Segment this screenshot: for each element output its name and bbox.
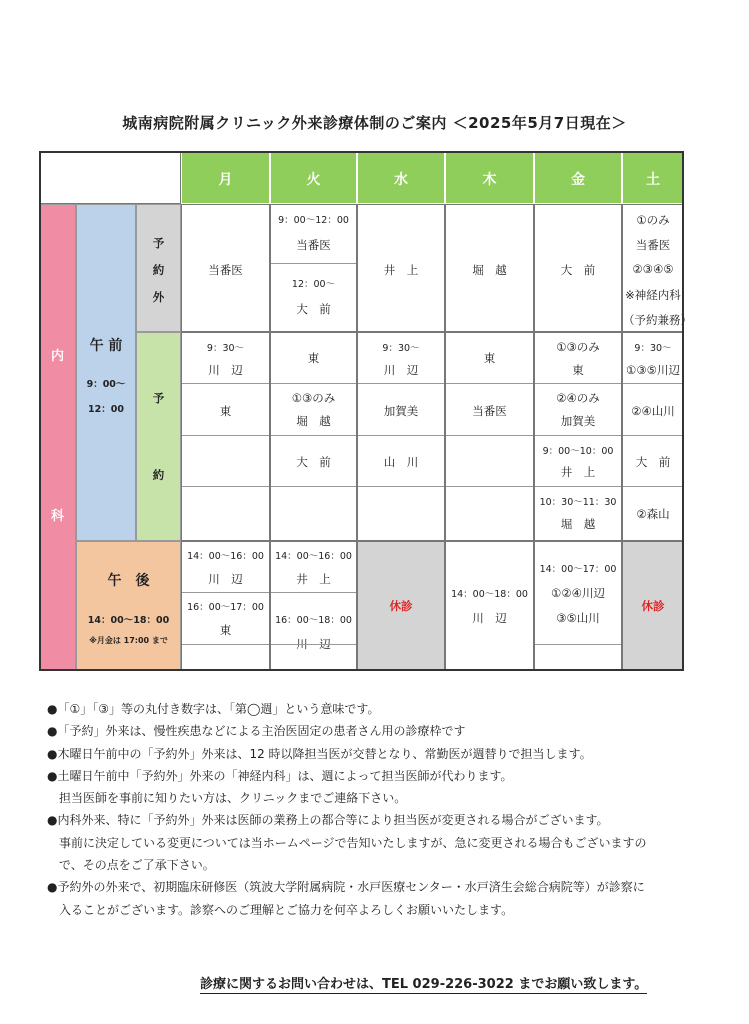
yoyaku-cell-thu (445, 332, 534, 541)
day-header-wed (357, 151, 445, 204)
gogo-cell-mon (181, 541, 270, 671)
yoyakugai-cell-wed (357, 204, 445, 332)
row-divider (358, 486, 444, 487)
doctor-name: 当番医 (208, 263, 243, 277)
yoyaku-cell-sat (622, 332, 684, 541)
note-line: ●予約外の外来で、初期臨床研修医（筑波大学附属病院・水戸医療センター・水戸済生会総合病院等）が診察に (47, 880, 645, 895)
closed-label: 休診 (641, 599, 665, 613)
gozen-title: 午 前 (89, 338, 123, 354)
day-label: 金 (571, 172, 585, 188)
row-divider (446, 383, 533, 384)
yoyakugai-char: 外 (152, 290, 165, 304)
row-divider (271, 263, 356, 264)
doctor-name: 堀 越 (472, 263, 507, 277)
row-divider (623, 486, 683, 487)
week-note: ①③のみ (556, 340, 600, 354)
saturday-line: ※神経内科 (625, 288, 681, 302)
doctor-name: 堀 越 (560, 517, 596, 531)
row-divider (623, 435, 683, 436)
doctor-name: 東 (483, 351, 496, 365)
page-title: 城南病院附属クリニック外来診療体制のご案内 ＜2025年5月7日現在＞ (122, 114, 627, 132)
header-corner (39, 151, 181, 204)
row-divider (535, 486, 621, 487)
doctor-name: 東 (219, 623, 232, 637)
time-range: 9：00～12：00 (278, 215, 349, 226)
yoyaku-cell-wed (357, 332, 445, 541)
gogo-time: 14：00～18：00 (87, 615, 170, 626)
doctor-name: 川 辺 (472, 611, 507, 625)
time-range: 16：00～17：00 (187, 602, 264, 613)
day-label: 土 (646, 172, 660, 188)
gogo-cell-thu (445, 541, 534, 671)
yoyakugai-char: 予 (152, 236, 165, 250)
gogo-cell-wed (357, 541, 445, 671)
time-range: 12：00～ (291, 279, 336, 290)
doctor-name: 井 上 (296, 572, 331, 586)
day-header-sat (622, 151, 684, 204)
doctor-name: 当番医 (296, 238, 331, 252)
yoyaku-cell-fri (534, 332, 622, 541)
doctor-name: ②④山川 (631, 404, 675, 418)
doctor-name: 加賀美 (383, 404, 419, 418)
doctor-name: ②森山 (636, 507, 670, 521)
time-range: 9：30～ (382, 343, 420, 354)
gogo-title: 午 後 (107, 573, 150, 589)
doctor-name: ③⑤山川 (556, 611, 600, 625)
note-line: ●「予約」外来は、慢性疾患などによる主治医固定の患者さん用の診療枠です (47, 724, 466, 739)
saturday-line: 当番医 (635, 238, 671, 252)
yoyakugai-cell-thu (445, 204, 534, 332)
note-line: 事前に決定している変更については当ホームページで告知いたしますが、急に変更される場合もございますの (47, 835, 647, 850)
note-line: 入ることがございます。診察へのご理解とご協力を何卒よろしくお願いいたします。 (47, 902, 514, 917)
yoyakugai-char: 約 (152, 263, 165, 277)
gozen-label (76, 204, 136, 541)
row-divider (535, 644, 621, 645)
gogo-note: ※月金は 17:00 まで (89, 636, 168, 645)
naika-char: 科 (50, 509, 64, 524)
gogo-cell-sat (622, 541, 684, 671)
note-line: ●「①」「③」等の丸付き数字は、「第◯週」という意味です。 (47, 702, 380, 716)
doctor-name: 川 辺 (208, 363, 243, 377)
row-divider (182, 644, 269, 645)
doctor-name: 大 前 (560, 263, 596, 277)
time-range: 14：00～17：00 (539, 564, 617, 575)
time-range: 9：00～10：00 (542, 446, 614, 457)
closed-label: 休診 (389, 599, 413, 613)
doctor-name: 大 前 (296, 455, 331, 469)
time-range: 14：00～18：00 (451, 589, 528, 600)
contact-line: 診療に関するお問い合わせは、TEL 029-226-3022 までお願い致します。 (200, 973, 647, 994)
gozen-time: 12：00 (88, 404, 124, 415)
doctor-name: 東 (307, 351, 320, 365)
row-divider (182, 435, 269, 436)
row-divider (271, 644, 356, 645)
gogo-cell-fri (534, 541, 622, 671)
doctor-name: 川 辺 (383, 363, 419, 377)
row-divider (271, 486, 356, 487)
doctor-name: 大 前 (635, 455, 671, 469)
day-header-thu (445, 151, 534, 204)
row-divider (358, 435, 444, 436)
yoyaku-cell-mon (181, 332, 270, 541)
day-header-fri (534, 151, 622, 204)
time-range: 14：00～16：00 (275, 551, 352, 562)
yoyakugai-cell-sat (622, 204, 692, 332)
doctor-name: 加賀美 (560, 414, 596, 428)
saturday-line: （予約兼務） (623, 313, 692, 327)
yoyakugai-cell-tue (270, 204, 357, 332)
note-line: で、その点をご了承下さい。 (47, 858, 215, 873)
doctor-name: ①③⑤川辺 (626, 363, 680, 377)
doctor-name: 大 前 (296, 302, 331, 316)
note-line: ●木曜日午前中の「予約外」外来は、12 時以降担当医が交替となり、常勤医が週替りで担当します。 (47, 746, 592, 761)
yoyakugai-label (136, 204, 181, 332)
row-divider (182, 486, 269, 487)
doctor-name: ①②④川辺 (551, 586, 605, 600)
gozen-time: 9：00～ (86, 379, 126, 390)
row-divider (271, 435, 356, 436)
row-divider (535, 383, 621, 384)
yoyaku-label (136, 332, 181, 541)
note-line: ●土曜日午前中「予約外」外来の「神経内科」は、週によって担当医師が代わります。 (47, 768, 513, 783)
gogo-label (76, 541, 181, 671)
saturday-line: ②③④⑤ (632, 262, 674, 276)
doctor-name: 川 辺 (208, 572, 243, 586)
note-line: ●内科外来、特に「予約外」外来は医師の業務上の都合等により担当医が変更される場合がございます。 (47, 813, 609, 828)
schedule-table (39, 151, 692, 671)
day-header-mon (181, 151, 270, 204)
time-range: 10：30～11：30 (539, 497, 617, 508)
yoyakugai-cell-fri (534, 204, 622, 332)
doctor-name: 当番医 (472, 404, 507, 418)
doctor-name: 井 上 (383, 263, 419, 277)
naika-char: 内 (50, 349, 64, 364)
time-range: 14：00～16：00 (187, 551, 264, 562)
doctor-name: 堀 越 (296, 414, 331, 428)
doctor-name: 東 (219, 404, 232, 418)
day-label: 木 (482, 172, 497, 188)
day-header-tue (270, 151, 357, 204)
time-range: 9：30～ (206, 343, 245, 354)
row-divider (271, 592, 356, 593)
row-divider (623, 383, 683, 384)
saturday-line: ①のみ (636, 213, 670, 227)
doctor-name: 川 辺 (296, 637, 331, 651)
row-divider (446, 435, 533, 436)
yoyaku-char: 約 (152, 468, 165, 482)
row-divider (446, 486, 533, 487)
row-divider (182, 383, 269, 384)
row-divider (182, 592, 269, 593)
yoyaku-cell-tue (270, 332, 357, 541)
gogo-cell-tue (270, 541, 357, 671)
row-divider (358, 383, 444, 384)
row-divider (271, 383, 356, 384)
time-range: 16：00～18：00 (275, 615, 352, 626)
week-note: ①③のみ (291, 391, 336, 405)
doctor-name: 井 上 (560, 465, 596, 479)
day-label: 月 (218, 172, 233, 188)
naika-label (39, 204, 76, 671)
doctor-name: 山 川 (383, 455, 419, 469)
week-note: ②④のみ (556, 391, 600, 405)
note-line: 担当医師を事前に知りたい方は、クリニックまでご連絡下さい。 (47, 791, 407, 806)
day-label: 火 (306, 172, 321, 188)
yoyakugai-cell-mon (181, 204, 270, 332)
row-divider (535, 435, 621, 436)
doctor-name: 東 (572, 363, 584, 377)
notes-section (47, 698, 727, 921)
time-range: 9：30～ (634, 343, 672, 354)
yoyaku-char: 予 (152, 391, 165, 405)
day-label: 水 (394, 172, 408, 188)
